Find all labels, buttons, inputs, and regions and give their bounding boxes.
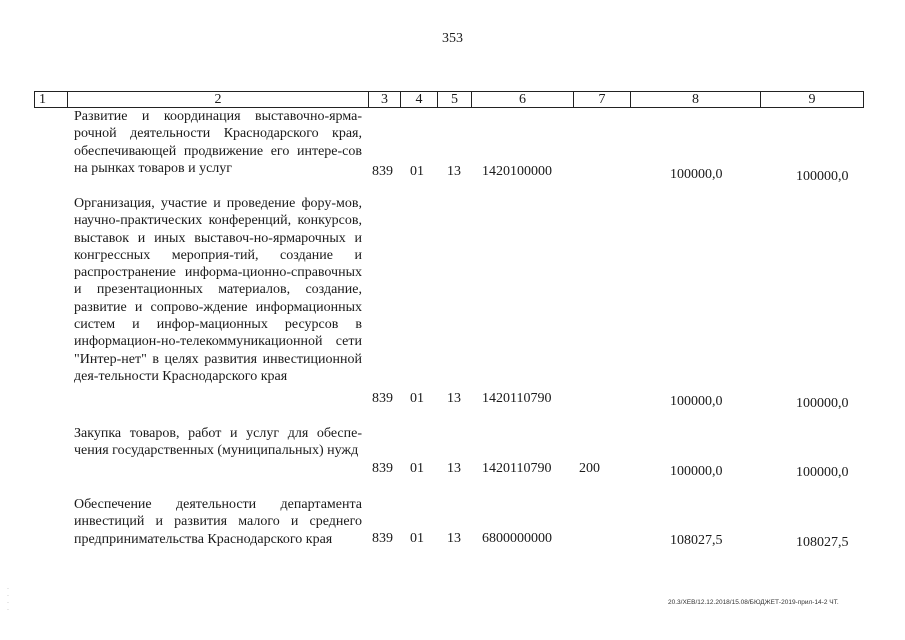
cell-subsection: 13 [447, 531, 461, 546]
cell-amount-2020: 100000,0 [796, 465, 849, 480]
column-number-1: 1 [35, 92, 68, 108]
column-number-8: 8 [631, 92, 761, 108]
column-number-7: 7 [574, 92, 631, 108]
row-description: Обеспечение деятельности департамента инвестиций и развития малого и среднего предпринимательства Краснодарского края [74, 497, 362, 547]
column-number-row [35, 92, 864, 108]
cell-amount-2019: 100000,0 [670, 464, 723, 479]
cell-ministry-code: 839 [372, 391, 393, 406]
column-header-table [34, 91, 864, 108]
cell-subsection: 13 [447, 391, 461, 406]
cell-subsection: 13 [447, 164, 461, 179]
cell-expense-type: 200 [579, 461, 600, 476]
column-number-5: 5 [438, 92, 472, 108]
cell-ministry-code: 839 [372, 164, 393, 179]
cell-target-article: 1420100000 [482, 164, 552, 179]
cell-target-article: 1420110790 [482, 461, 552, 476]
cell-amount-2020: 100000,0 [796, 396, 849, 411]
cell-target-article: 1420110790 [482, 391, 552, 406]
column-number-2: 2 [68, 92, 369, 108]
cell-target-article: 6800000000 [482, 531, 552, 546]
row-description: Организация, участие и проведение фору-мов, научно-практических конференций, конкурсов, выставок и иных выставоч-но-ярмарочных и конгрессных мероприя-тий, создание и распространение информа-ционно-справочных и презентационных материалов, создание, развитие и сопрово-ждение информационных систем и инфор-мационных ресурсов в информацион-но-телекоммуникационной сети "Интер-нет" в целях развития инвестиционной дея-тельности Краснодарского края [74, 196, 362, 384]
cell-section: 01 [410, 391, 424, 406]
cell-section: 01 [410, 531, 424, 546]
column-number-6: 6 [472, 92, 574, 108]
column-number-4: 4 [401, 92, 438, 108]
cell-amount-2020: 100000,0 [796, 169, 849, 184]
cell-amount-2019: 100000,0 [670, 167, 723, 182]
cell-amount-2019: 100000,0 [670, 394, 723, 409]
cell-ministry-code: 839 [372, 461, 393, 476]
cell-section: 01 [410, 164, 424, 179]
scan-margin-marks: · · · · [7, 586, 9, 613]
row-description: Закупка товаров, работ и услуг для обеспе-чения государственных (муниципальных) нужд [74, 426, 362, 459]
page-number: 353 [442, 31, 463, 46]
document-footer-code: 20.3/ХЕВ/12.12.2018/15.08/БЮДЖЕТ-2019-прил-14-2 ЧТ. [668, 599, 839, 606]
cell-ministry-code: 839 [372, 531, 393, 546]
cell-amount-2020: 108027,5 [796, 535, 849, 550]
row-description: Развитие и координация выставочно-ярма-рочной деятельности Краснодарского края, обеспечивающей продвижение его интере-сов на рынках товаров и услуг [74, 109, 362, 176]
column-number-3: 3 [369, 92, 401, 108]
column-number-9: 9 [761, 92, 864, 108]
cell-subsection: 13 [447, 461, 461, 476]
cell-amount-2019: 108027,5 [670, 533, 723, 548]
cell-section: 01 [410, 461, 424, 476]
